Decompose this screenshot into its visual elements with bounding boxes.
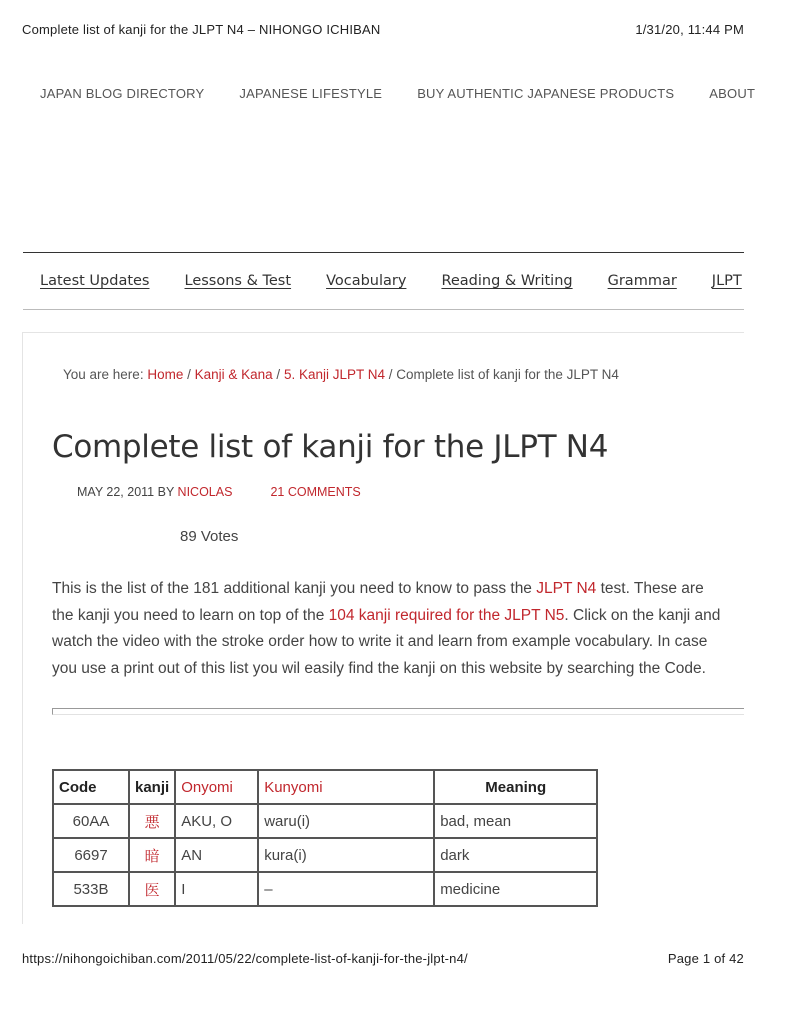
top-nav-item-buy-products[interactable]: BUY AUTHENTIC JAPANESE PRODUCTS — [417, 86, 675, 101]
jlpt-n4-link[interactable]: JLPT N4 — [536, 580, 597, 597]
intro-text: test. These are — [596, 580, 704, 597]
cell-kanji-link[interactable]: 悪 — [129, 804, 175, 838]
table-header-row — [53, 770, 597, 804]
breadcrumb-separator: / — [385, 367, 397, 382]
top-nav — [40, 86, 756, 101]
print-datetime: 1/31/20, 11:44 PM — [635, 22, 744, 37]
print-footer — [22, 951, 744, 966]
kanji-table — [52, 769, 598, 907]
breadcrumb-separator: / — [183, 367, 195, 382]
main-nav-item-vocabulary[interactable]: Vocabulary — [326, 273, 407, 289]
print-url: https://nihongoichiban.com/2011/05/22/complete-list-of-kanji-for-the-jlpt-n4/ — [22, 951, 468, 966]
post-by: BY — [154, 485, 178, 499]
article-container — [22, 332, 744, 924]
intro-paragraph — [52, 576, 792, 682]
cell-kunyomi: waru(i) — [258, 804, 434, 838]
header-onyomi[interactable]: Onyomi — [175, 770, 258, 804]
main-nav-item-latest-updates[interactable]: Latest Updates — [40, 273, 150, 289]
print-header — [22, 22, 744, 37]
main-nav-item-reading-writing[interactable]: Reading & Writing — [441, 273, 573, 289]
breadcrumb-current: Complete list of kanji for the JLPT N4 — [396, 367, 619, 382]
breadcrumb-prefix: You are here: — [63, 367, 148, 382]
cell-kanji-link[interactable]: 暗 — [129, 838, 175, 872]
cell-code: 533B — [53, 872, 129, 906]
cell-onyomi: AKU, O — [175, 804, 258, 838]
top-nav-item-blog-directory[interactable]: JAPAN BLOG DIRECTORY — [40, 86, 205, 101]
comments-link[interactable]: 21 COMMENTS — [270, 485, 361, 499]
cell-kunyomi: kura(i) — [258, 838, 434, 872]
main-nav-item-lessons-test[interactable]: Lessons & Test — [184, 273, 292, 289]
breadcrumb — [63, 367, 744, 382]
header-meaning: Meaning — [434, 770, 597, 804]
cell-onyomi: I — [175, 872, 258, 906]
cell-onyomi: AN — [175, 838, 258, 872]
cell-code: 60AA — [53, 804, 129, 838]
header-kanji: kanji — [129, 770, 175, 804]
cell-kunyomi: – — [258, 872, 434, 906]
votes-count: 89 Votes — [180, 528, 239, 545]
intro-text: . Click on the kanji and — [564, 606, 721, 624]
print-page-title: Complete list of kanji for the JLPT N4 – NIHONGO ICHIBAN — [22, 22, 381, 37]
cell-meaning: dark — [434, 838, 597, 872]
cell-kanji-link[interactable]: 医 — [129, 872, 175, 906]
main-nav-item-jlpt[interactable]: JLPT — [711, 273, 742, 289]
table-row — [53, 838, 597, 872]
main-nav — [23, 252, 744, 310]
breadcrumb-kanji-n4-link[interactable]: 5. Kanji JLPT N4 — [283, 367, 385, 382]
intro-text: watch the video with the stroke order how to write it and learn from example vocabulary. In case — [52, 633, 708, 650]
jlpt-n5-kanji-link[interactable]: 104 kanji required for the JLPT N5 — [328, 606, 565, 624]
post-date: MAY 22, 2011 — [77, 485, 155, 499]
top-nav-item-about[interactable]: ABOUT — [709, 86, 756, 101]
breadcrumb-separator: / — [272, 367, 284, 382]
header-kunyomi[interactable]: Kunyomi — [258, 770, 434, 804]
breadcrumb-home-link[interactable]: Home — [147, 367, 184, 382]
table-row — [53, 872, 597, 906]
table-row — [53, 804, 597, 838]
top-nav-item-japanese-lifestyle[interactable]: JAPANESE LIFESTYLE — [239, 86, 383, 101]
cell-code: 6697 — [53, 838, 129, 872]
header-code: Code — [53, 770, 129, 804]
author-link[interactable]: NICOLAS — [177, 485, 233, 499]
main-nav-item-grammar[interactable]: Grammar — [607, 273, 677, 289]
page-title: Complete list of kanji for the JLPT N4 — [52, 429, 609, 465]
intro-text: the kanji you need to learn on top of the — [52, 606, 329, 624]
cell-meaning: bad, mean — [434, 804, 597, 838]
print-page-number: Page 1 of 42 — [667, 951, 744, 966]
post-meta — [77, 485, 361, 499]
content-divider — [52, 708, 744, 715]
intro-text: This is the list of the 181 additional kanji you need to know to pass the — [52, 580, 537, 597]
cell-meaning: medicine — [434, 872, 597, 906]
intro-text: you use a print out of this list you wil easily find the kanji on this website by searching the Code. — [52, 659, 706, 677]
breadcrumb-kanji-kana-link[interactable]: Kanji & Kana — [194, 367, 273, 382]
